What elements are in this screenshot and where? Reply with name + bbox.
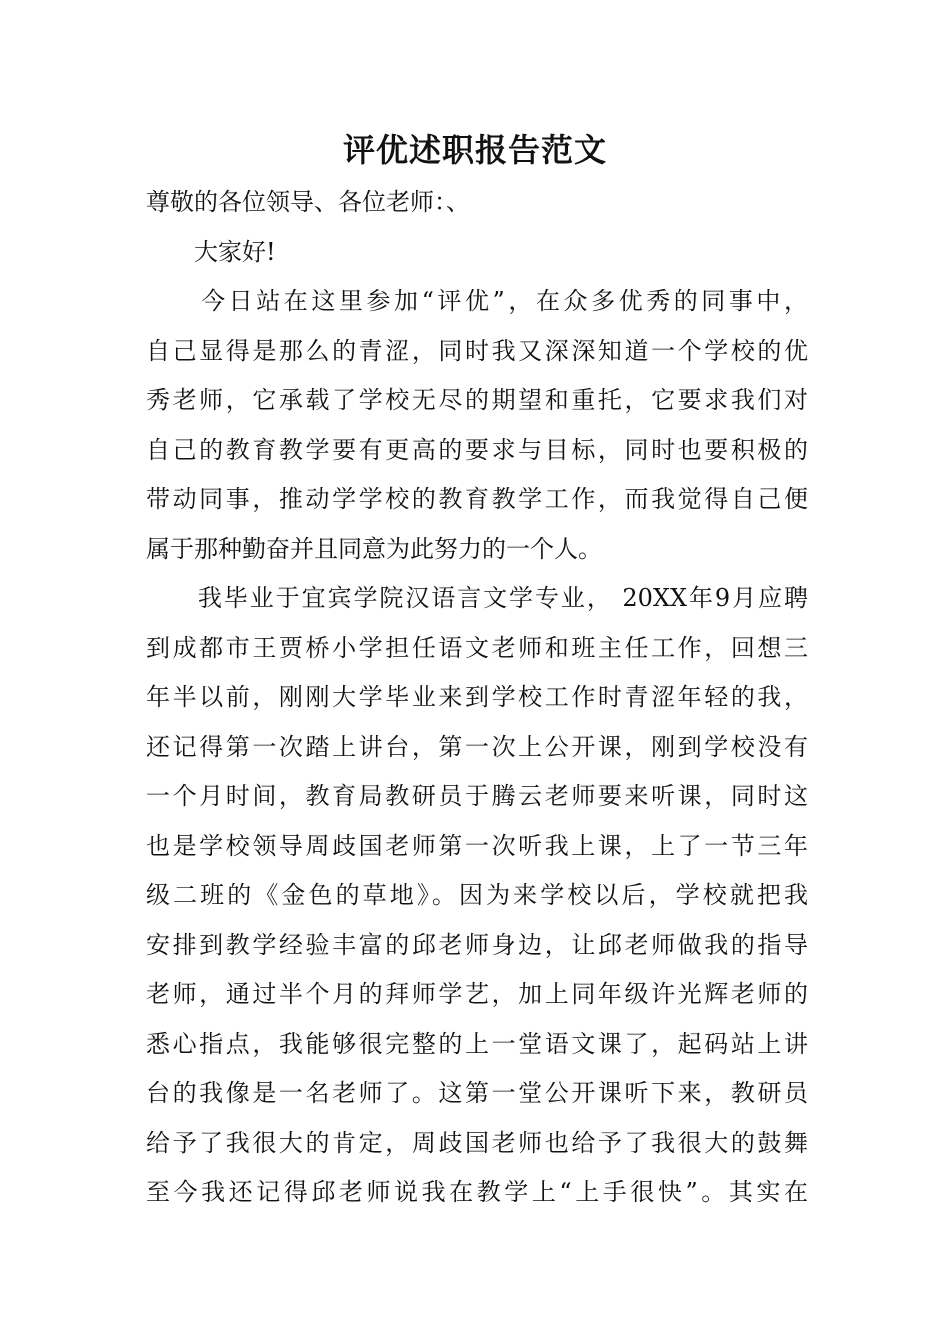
text-line: 级二班的《金色的草地》。因为来学校以后，学校就把我 [146,881,808,909]
text-line: 到成都市王贾桥小学担任语文老师和班主任工作，回想三 [146,633,808,662]
text-line: 还记得第一次踏上讲台，第一次上公开课，刚到学校没有 [146,732,808,761]
text-line: 年半以前，刚刚大学毕业来到学校工作时青涩年轻的我， [146,683,808,711]
text-line: 自己显得是那么的青涩，同时我又深深知道一个学校的优 [146,336,808,365]
text-line: 带动同事，推动学学校的教育教学工作，而我觉得自己便 [146,485,808,513]
text-line: 秀老师，它承载了学校无尽的期望和重托，它要求我们对 [146,386,808,414]
text-line: 自己的教育教学要有更高的要求与目标，同时也要积极的 [146,435,808,464]
text-line: 大家好! [146,237,276,266]
text-line: 安排到教学经验丰富的邱老师身边，让邱老师做我的指导 [146,930,808,959]
text-line: 我毕业于宜宾学院汉语言文学专业， 20XX年9月应聘 [146,584,808,612]
text-line: 悉心指点，我能够很完整的上一堂语文课了，起码站上讲 [146,1029,808,1058]
text-line: 老师，通过半个月的拜师学艺，加上同年级许光辉老师的 [146,980,808,1008]
text-line: 台的我像是一名老师了。这第一堂公开课听下来，教研员 [146,1079,808,1107]
text-line: 尊敬的各位领导、各位老师：、 [146,188,470,216]
text-line: 今日站在这里参加“评优”，在众多优秀的同事中， [146,287,808,315]
text-line: 给予了我很大的肯定，周歧国老师也给予了我很大的鼓舞 [146,1128,808,1157]
text-line: 一个月时间，教育局教研员于腾云老师要来听课，同时这 [146,782,808,810]
text-line: 属于那种勤奋并且同意为此努力的一个人。 [146,534,602,563]
document-body [146,178,808,1218]
text-line: 也是学校领导周歧国老师第一次听我上课，上了一节三年 [146,831,808,860]
text-line: 至今我还记得邱老师说我在教学上“上手很快”。其实在 [146,1178,808,1206]
document-title: 评优述职报告范文 [342,131,607,169]
